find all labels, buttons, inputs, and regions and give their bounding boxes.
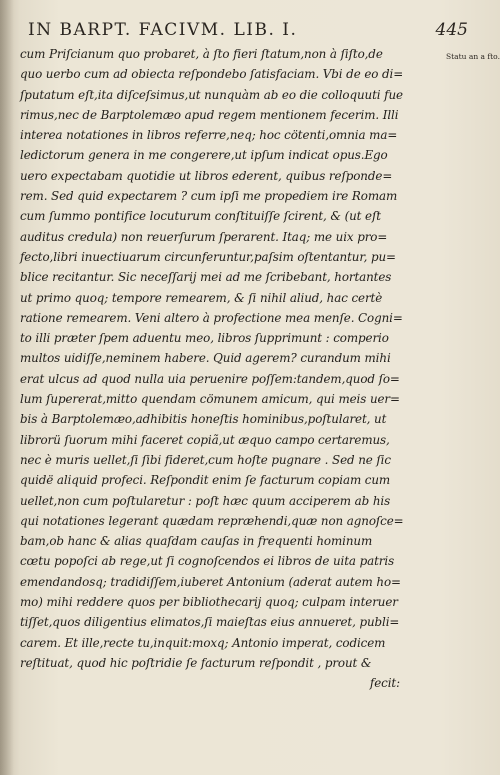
- text-line: qui notationes legerant quædam repræhendi,quæ non agnoſce=: [20, 513, 404, 528]
- text-line: ſputatum eſt,ita diſceſsimus,ut nunquàm ab eo die colloquuti fue: [20, 87, 403, 102]
- text-line: carem. Et ille,recte tu,inquit:moxq; Antonio imperat, codicem: [20, 635, 386, 650]
- text-line: interea notationes in libros referre,neq; hoc cötenti,omnia ma=: [20, 128, 398, 143]
- text-line: ut primo quoq; tempore remearem, & ſi nihil aliud, hac certè: [20, 290, 383, 305]
- text-line: erat ulcus ad quod nulla uia peruenire poſſem:tandem,quod ſo=: [20, 371, 400, 386]
- running-head: IN BARPT. FACIVM. LIB. I.: [28, 20, 298, 40]
- text-line: rem. Sed quid expectarem ? cum ipſi me propediem ire Romam: [20, 189, 398, 204]
- text-line: librorü ſuorum mihi faceret copiã,ut æquo campo certaremus,: [20, 432, 390, 447]
- text-line: uero expectabam quotidie ut libros ederent, quibus reſponde=: [20, 168, 393, 183]
- text-line: cum Priſcianum quo probaret, à ſto fieri ſtatum,non à ſiſto,de: [20, 47, 383, 61]
- margin-note: Statu an a fto.: [446, 52, 500, 61]
- text-line: lum ſupererat,mitto quendam cömunem amicum, qui meis uer=: [20, 392, 400, 407]
- text-line: ratione remearem. Veni altero à profectione mea menſe. Cogni=: [20, 310, 403, 325]
- text-line: fecto,libri inuectiuarum circunferuntur,paſsim oſtentantur, pu=: [20, 249, 396, 264]
- text-line: blice recitantur. Sic neceſſarij mei ad me ſcribebant, hortantes: [20, 270, 392, 285]
- text-line: cœtu popoſci ab rege,ut ſi cognoſcendos ei libros de uita patris: [20, 554, 395, 569]
- text-line: uellet,non cum poſtularetur : poſt hæc quum acciperem ab his: [20, 493, 391, 508]
- page-number: 445: [435, 20, 468, 40]
- body-text: [20, 44, 438, 694]
- text-line: cum ſummo pontifice locuturum conſtituiſſe ſcirent, & (ut eſt: [20, 209, 381, 224]
- text-line: bis à Barptolemæo,adhibitis honeſtis hominibus,poſtularet, ut: [20, 412, 387, 427]
- text-line: to illi præter ſpem aduentu meo, libros ſupprimunt : comperio: [20, 331, 389, 346]
- text-line: mo) mihi reddere quos per bibliothecarij quoq; culpam interuer: [20, 595, 398, 610]
- text-line: quidë aliquid profeci. Reſpondit enim ſe facturum copiam cum: [20, 473, 391, 488]
- spine-shadow: [0, 0, 14, 775]
- text-line: tiſſet,quos diligentius elimatos,ſi maieſtas eius annueret, publi=: [20, 615, 400, 630]
- text-line: emendandosq; tradidiſſem,iuberet Antonium (aderat autem ho=: [20, 574, 401, 589]
- page-header: [28, 20, 468, 42]
- text-line: ledictorum genera in me congerere,ut ipſum indicat opus.Ego: [20, 148, 388, 163]
- text-line: multos uidiſſe,neminem habere. Quid agerem? curandum mihi: [20, 351, 391, 366]
- text-line: bam,ob hanc & alias quaſdam cauſas in frequenti hominum: [20, 534, 373, 549]
- text-line: rimus,nec de Barptolemæo apud regem mentionem fecerim. Illi: [20, 107, 399, 122]
- text-line: auditus credula) non reuerſurum ſperarent. Itaq; me uix pro=: [20, 229, 388, 244]
- text-line: reſtituat, quod hic poſtridie ſe facturum reſpondit , prout &: [20, 655, 372, 670]
- text-line: nec è muris uellet,ſi ſibi fideret,cum hoſte pugnare . Sed ne ſic: [20, 452, 391, 467]
- text-line: fecit:: [369, 676, 400, 691]
- text-line: quo uerbo cum ad obiecta reſpondebo ſatisfaciam. Vbi de eo di=: [20, 67, 404, 82]
